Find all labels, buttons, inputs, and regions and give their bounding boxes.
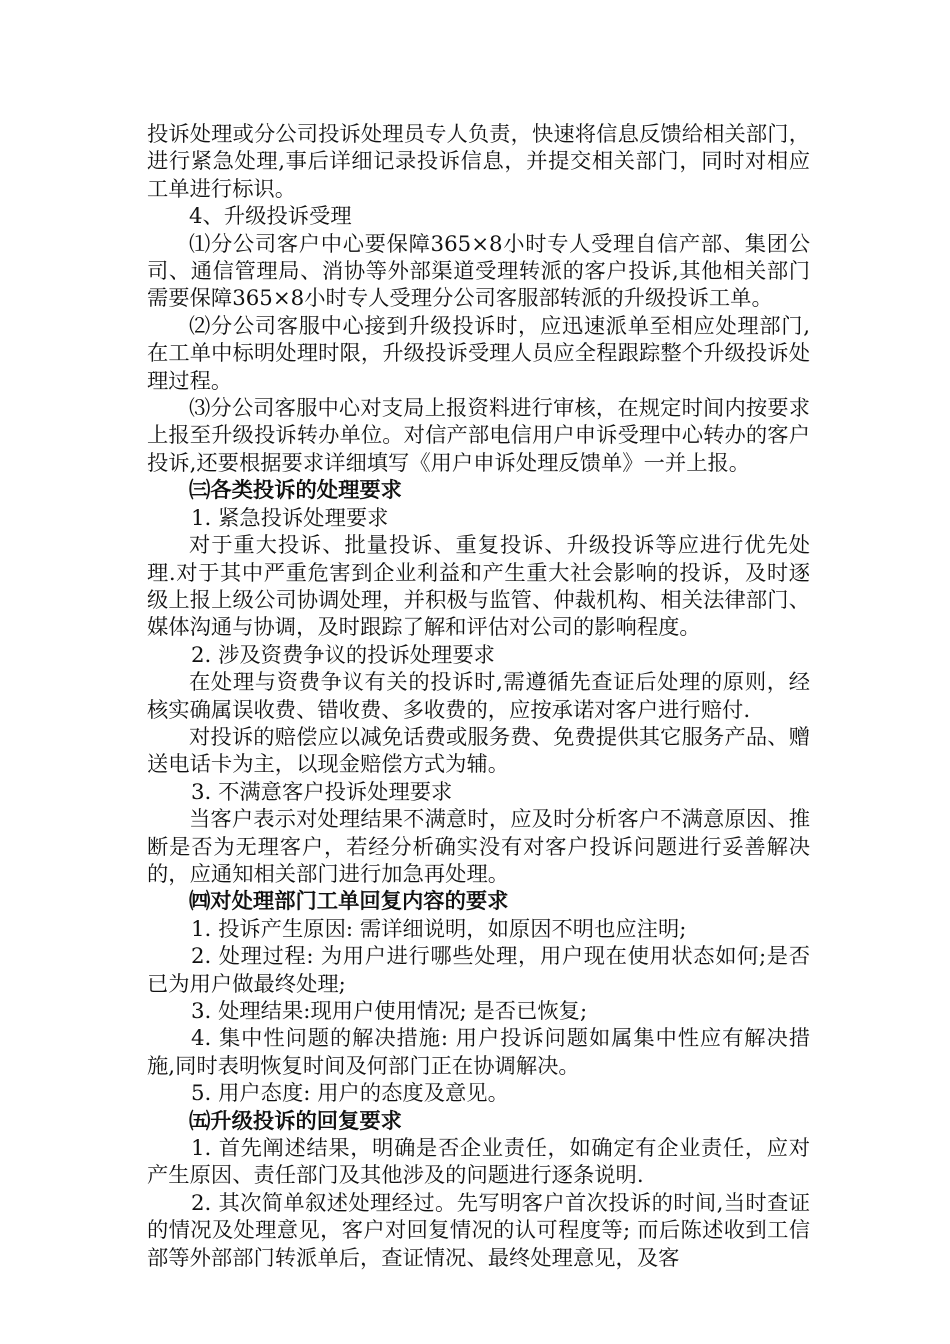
paragraph-upgrade-item-3: ⑶分公司客服中心对支局上报资料进行审核，在规定时间内按要求上报至升级投诉转办单位。对信产部电信用户申诉受理中心转办的客户投诉,还要根据要求详细填写《用户申诉处理反馈单》一并上报。 bbox=[147, 396, 810, 476]
list-item-upgrade-reply-1: 1. 首先阐述结果，明确是否企业责任，如确定有企业责任，应对产生原因、责任部门及其他涉及的问题进行逐条说明. bbox=[147, 1136, 810, 1189]
heading-upgrade-reply: ㈤升级投诉的回复要求 bbox=[189, 1108, 402, 1134]
list-item-reply-4: 4. 集中性问题的解决措施: 用户投诉问题如属集中性应有解决措施,同时表明恢复时间及何部门正在协调解决。 bbox=[147, 1026, 810, 1079]
subheading-unsatisfied-customers: 3. 不满意客户投诉处理要求 bbox=[191, 779, 453, 805]
list-item-reply-1: 1. 投诉产生原因: 需详细说明，如原因不明也应注明; bbox=[191, 916, 687, 942]
section-title-upgrade-acceptance: 4、升级投诉受理 bbox=[189, 204, 352, 230]
heading-reply-content: ㈣对处理部门工单回复内容的要求 bbox=[189, 889, 509, 915]
paragraph-fee-disputes-1: 在处理与资费争议有关的投诉时,需遵循先查证后处理的原则，经核实确属误收费、错收费、多收费的，应按承诺对客户进行赔付. bbox=[147, 670, 810, 723]
document-body bbox=[147, 121, 810, 1272]
paragraph-urgent-complaints: 对于重大投诉、批量投诉、重复投诉、升级投诉等应进行优先处理.对于其中严重危害到企业利益和产生重大社会影响的投诉，及时逐级上报上级公司协调处理，并积极与监管、仲裁机构、相关法律部门、媒体沟通与协调，及时跟踪了解和评估对公司的影响程度。 bbox=[147, 533, 810, 641]
list-item-upgrade-reply-2: 2. 其次简单叙述处理经过。先写明客户首次投诉的时间,当时查证的情况及处理意见，客户对回复情况的认可程度等; 而后陈述收到工信部等外部部门转派单后，查证情况、最终处理意见，及客 bbox=[147, 1190, 810, 1271]
list-item-reply-3: 3. 处理结果:现用户使用情况; 是否已恢复; bbox=[191, 999, 588, 1024]
paragraph-intro: 投诉处理或分公司投诉处理员专人负责，快速将信息反馈给相关部门，进行紧急处理,事后详细记录投诉信息，并提交相关部门，同时对相应工单进行标识。 bbox=[147, 122, 810, 202]
paragraph-upgrade-item-2: ⑵分公司客服中心接到升级投诉时，应迅速派单至相应处理部门,在工单中标明处理时限，升级投诉受理人员应全程跟踪整个升级投诉处理过程。 bbox=[147, 313, 810, 394]
paragraph-fee-disputes-2: 对投诉的赔偿应以减免话费或服务费、免费提供其它服务产品、赠送电话卡为主，以现金赔偿方式为辅。 bbox=[147, 724, 810, 778]
paragraph-upgrade-item-1: ⑴分公司客户中心要保障365×8小时专人受理自信产部、集团公司、通信管理局、消协等外部渠道受理转派的客户投诉,其他相关部门需要保障365×8小时专人受理分公司客服部转派的升级投诉工单。 bbox=[147, 231, 810, 312]
subheading-urgent-complaints: 1. 紧急投诉处理要求 bbox=[191, 505, 389, 531]
list-item-reply-2: 2. 处理过程: 为用户进行哪些处理，用户现在使用状态如何;是否已为用户做最终处理; bbox=[147, 944, 810, 997]
list-item-reply-5: 5. 用户态度: 用户的态度及意见。 bbox=[191, 1081, 509, 1107]
subheading-fee-disputes: 2. 涉及资费争议的投诉处理要求 bbox=[191, 642, 495, 668]
paragraph-unsatisfied-customers: 当客户表示对处理结果不满意时，应及时分析客户不满意原因、推断是否为无理客户，若经分析确实没有对客户投诉问题进行妥善解决的，应通知相关部门进行加急再处理。 bbox=[147, 807, 810, 887]
heading-complaint-requirements: ㈢各类投诉的处理要求 bbox=[189, 478, 402, 504]
